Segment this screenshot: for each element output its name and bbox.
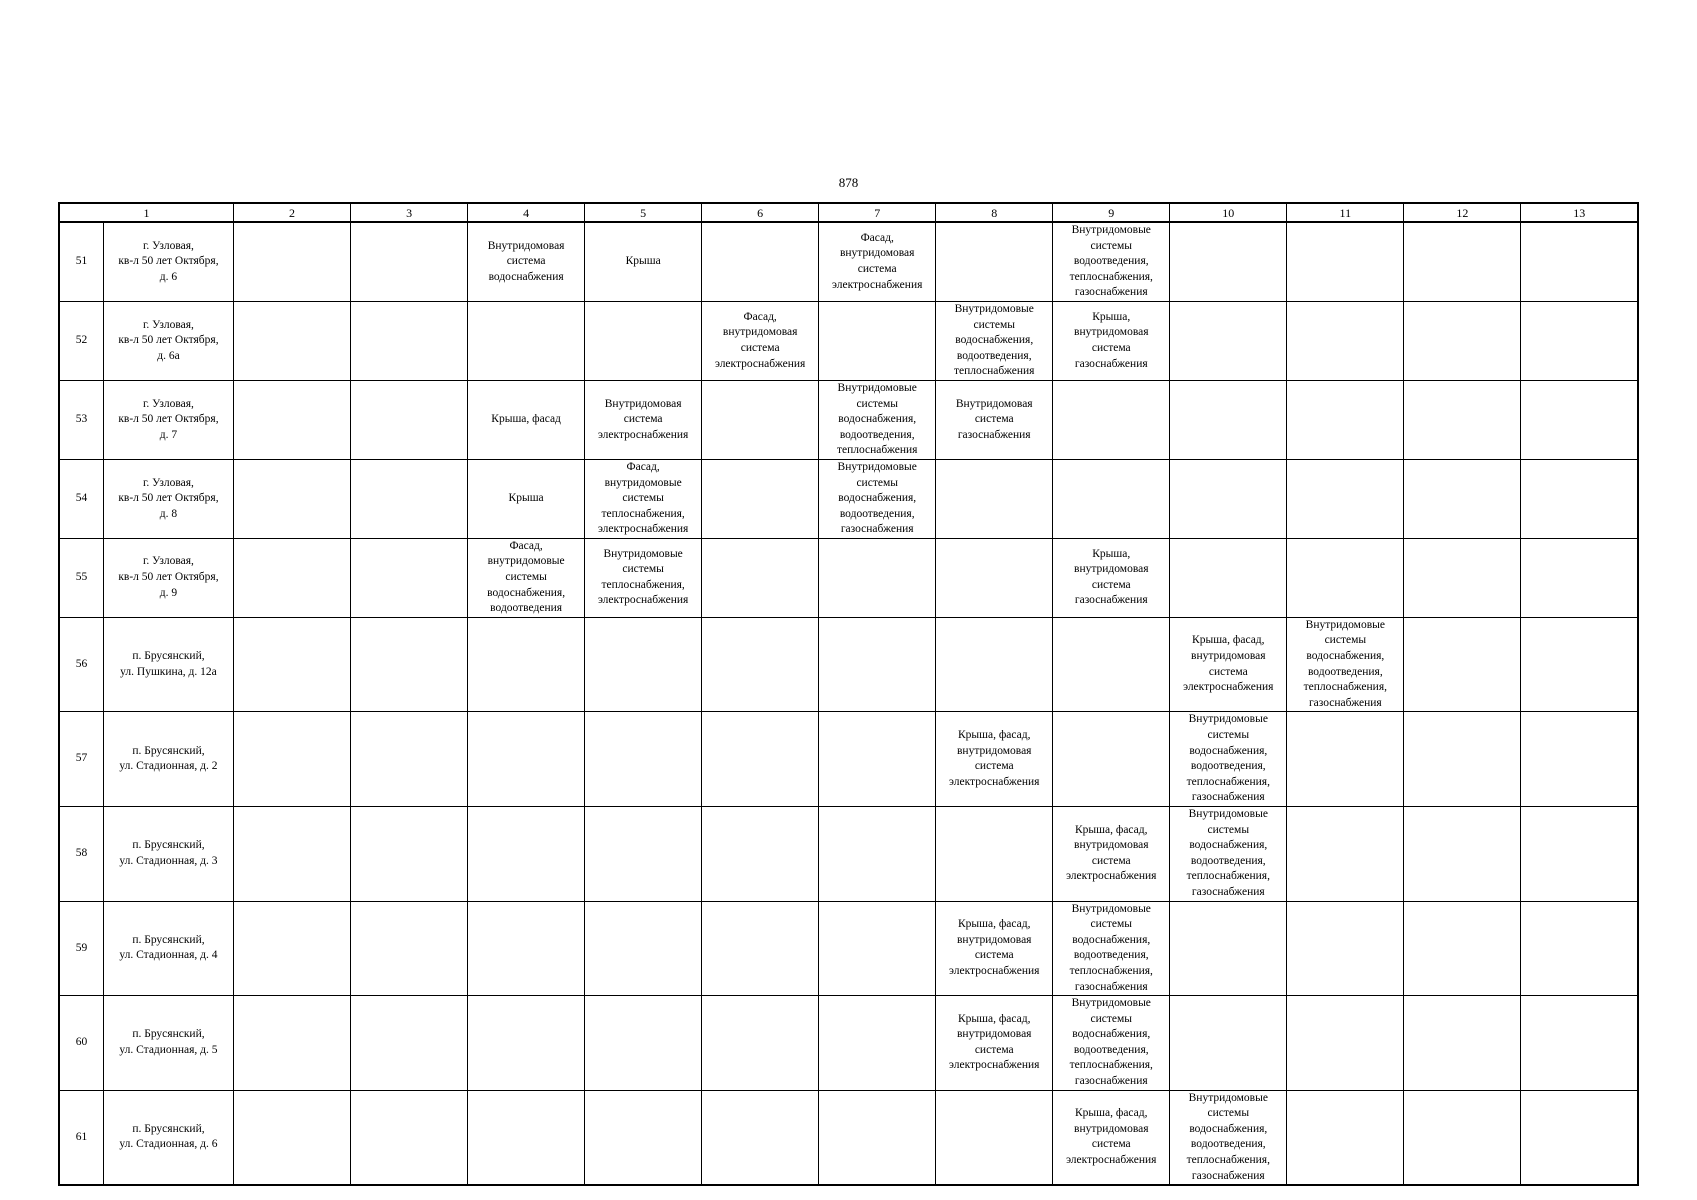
work-cell-col-12 (1404, 1090, 1521, 1185)
address-cell: г. Узловая, кв-л 50 лет Октября, д. 7 (103, 380, 233, 459)
row-number: 60 (59, 996, 103, 1091)
work-cell-col-7 (819, 1090, 936, 1185)
address-cell: п. Брусянский, ул. Стадионная, д. 4 (103, 901, 233, 996)
work-cell-col-3 (351, 380, 468, 459)
row-number: 53 (59, 380, 103, 459)
row-number: 55 (59, 538, 103, 617)
page-number: 878 (838, 175, 859, 190)
work-cell-col-2 (234, 222, 351, 301)
work-cell-col-8 (936, 806, 1053, 901)
work-cell-col-4 (468, 996, 585, 1091)
table-row (59, 712, 1638, 807)
work-cell-col-6 (702, 459, 819, 538)
work-cell-col-8 (936, 617, 1053, 712)
work-cell-col-12 (1404, 380, 1521, 459)
table-row (59, 459, 1638, 538)
work-cell-col-7 (819, 996, 936, 1091)
work-cell-col-10: Внутридомовые системы водоснабжения, водоотведения, теплоснабжения, газоснабжения (1170, 1090, 1287, 1185)
work-cell-col-10 (1170, 459, 1287, 538)
row-number: 51 (59, 222, 103, 301)
table-row (59, 538, 1638, 617)
work-cell-col-8: Внутридомовая система газоснабжения (936, 380, 1053, 459)
work-cell-col-10 (1170, 901, 1287, 996)
work-cell-col-4 (468, 1090, 585, 1185)
row-number: 56 (59, 617, 103, 712)
work-cell-col-13 (1521, 301, 1638, 380)
address-cell: п. Брусянский, ул. Стадионная, д. 5 (103, 996, 233, 1091)
work-cell-col-8: Крыша, фасад, внутридомовая система электроснабжения (936, 901, 1053, 996)
work-cell-col-13 (1521, 806, 1638, 901)
row-number: 57 (59, 712, 103, 807)
table-row (59, 901, 1638, 996)
work-cell-col-7 (819, 712, 936, 807)
work-cell-col-2 (234, 459, 351, 538)
work-cell-col-12 (1404, 538, 1521, 617)
work-cell-col-11 (1287, 459, 1404, 538)
work-cell-col-6 (702, 806, 819, 901)
work-cell-col-5: Фасад, внутридомовые системы теплоснабжения, электроснабжения (585, 459, 702, 538)
work-cell-col-6 (702, 712, 819, 807)
work-cell-col-6 (702, 538, 819, 617)
work-cell-col-5: Внутридомовая система электроснабжения (585, 380, 702, 459)
work-cell-col-11 (1287, 538, 1404, 617)
work-cell-col-3 (351, 538, 468, 617)
work-cell-col-3 (351, 806, 468, 901)
work-cell-col-13 (1521, 380, 1638, 459)
column-header: 6 (702, 203, 819, 222)
work-cell-col-3 (351, 617, 468, 712)
work-cell-col-4: Крыша (468, 459, 585, 538)
work-cell-col-5 (585, 806, 702, 901)
address-cell: г. Узловая, кв-л 50 лет Октября, д. 9 (103, 538, 233, 617)
work-cell-col-9: Внутридомовые системы водоснабжения, водоотведения, теплоснабжения, газоснабжения (1053, 996, 1170, 1091)
work-cell-col-9 (1053, 712, 1170, 807)
work-cell-col-9 (1053, 459, 1170, 538)
work-cell-col-10: Внутридомовые системы водоснабжения, водоотведения, теплоснабжения, газоснабжения (1170, 712, 1287, 807)
work-cell-col-3 (351, 901, 468, 996)
column-header: 7 (819, 203, 936, 222)
work-cell-col-6 (702, 996, 819, 1091)
table-row (59, 222, 1638, 301)
work-cell-col-7 (819, 617, 936, 712)
address-cell: г. Узловая, кв-л 50 лет Октября, д. 8 (103, 459, 233, 538)
work-cell-col-4: Крыша, фасад (468, 380, 585, 459)
row-number: 59 (59, 901, 103, 996)
column-header: 12 (1404, 203, 1521, 222)
work-cell-col-2 (234, 301, 351, 380)
work-cell-col-5 (585, 301, 702, 380)
work-cell-col-9 (1053, 380, 1170, 459)
column-header: 5 (585, 203, 702, 222)
work-cell-col-6: Фасад, внутридомовая система электроснабжения (702, 301, 819, 380)
work-cell-col-12 (1404, 617, 1521, 712)
work-cell-col-10 (1170, 538, 1287, 617)
work-cell-col-3 (351, 1090, 468, 1185)
work-cell-col-6 (702, 1090, 819, 1185)
work-cell-col-12 (1404, 459, 1521, 538)
address-cell: г. Узловая, кв-л 50 лет Октября, д. 6 (103, 222, 233, 301)
work-cell-col-2 (234, 996, 351, 1091)
column-header: 10 (1170, 203, 1287, 222)
work-cell-col-12 (1404, 222, 1521, 301)
address-cell: г. Узловая, кв-л 50 лет Октября, д. 6а (103, 301, 233, 380)
work-cell-col-4 (468, 301, 585, 380)
work-cell-col-7: Внутридомовые системы водоснабжения, водоотведения, теплоснабжения (819, 380, 936, 459)
row-number: 52 (59, 301, 103, 380)
work-cell-col-12 (1404, 996, 1521, 1091)
table-row (59, 380, 1638, 459)
work-cell-col-9: Крыша, фасад, внутридомовая система электроснабжения (1053, 806, 1170, 901)
work-cell-col-11: Внутридомовые системы водоснабжения, водоотведения, теплоснабжения, газоснабжения (1287, 617, 1404, 712)
table-row (59, 1090, 1638, 1185)
work-cell-col-11 (1287, 712, 1404, 807)
work-cell-col-2 (234, 380, 351, 459)
work-cell-col-5 (585, 712, 702, 807)
work-cell-col-12 (1404, 806, 1521, 901)
work-cell-col-8: Внутридомовые системы водоснабжения, водоотведения, теплоснабжения (936, 301, 1053, 380)
work-cell-col-2 (234, 538, 351, 617)
work-cell-col-7 (819, 538, 936, 617)
work-cell-col-7: Фасад, внутридомовая система электроснабжения (819, 222, 936, 301)
work-cell-col-5 (585, 901, 702, 996)
work-cell-col-5 (585, 996, 702, 1091)
work-cell-col-6 (702, 380, 819, 459)
work-cell-col-13 (1521, 1090, 1638, 1185)
work-cell-col-3 (351, 222, 468, 301)
work-cell-col-2 (234, 1090, 351, 1185)
column-header: 4 (468, 203, 585, 222)
work-cell-col-7 (819, 901, 936, 996)
work-cell-col-8 (936, 222, 1053, 301)
work-cell-col-2 (234, 712, 351, 807)
work-cell-col-13 (1521, 712, 1638, 807)
work-cell-col-12 (1404, 301, 1521, 380)
work-cell-col-6 (702, 222, 819, 301)
work-cell-col-11 (1287, 301, 1404, 380)
work-cell-col-13 (1521, 459, 1638, 538)
column-header: 8 (936, 203, 1053, 222)
column-number-header-row (59, 203, 1638, 222)
work-cell-col-3 (351, 996, 468, 1091)
work-cell-col-9: Внутридомовые системы водоотведения, теплоснабжения, газоснабжения (1053, 222, 1170, 301)
work-cell-col-8: Крыша, фасад, внутридомовая система электроснабжения (936, 712, 1053, 807)
work-cell-col-4 (468, 617, 585, 712)
work-cell-col-10 (1170, 301, 1287, 380)
address-cell: п. Брусянский, ул. Стадионная, д. 3 (103, 806, 233, 901)
column-header: 11 (1287, 203, 1404, 222)
column-header: 2 (234, 203, 351, 222)
work-cell-col-7 (819, 806, 936, 901)
work-cell-col-4 (468, 712, 585, 807)
work-cell-col-9: Крыша, фасад, внутридомовая система электроснабжения (1053, 1090, 1170, 1185)
column-header: 13 (1521, 203, 1638, 222)
work-cell-col-11 (1287, 222, 1404, 301)
work-cell-col-9: Крыша, внутридомовая система газоснабжения (1053, 538, 1170, 617)
work-cell-col-11 (1287, 806, 1404, 901)
work-cell-col-10: Крыша, фасад, внутридомовая система электроснабжения (1170, 617, 1287, 712)
work-cell-col-10 (1170, 222, 1287, 301)
work-cell-col-4 (468, 901, 585, 996)
work-cell-col-8: Крыша, фасад, внутридомовая система электроснабжения (936, 996, 1053, 1091)
work-cell-col-11 (1287, 1090, 1404, 1185)
work-cell-col-9: Внутридомовые системы водоснабжения, водоотведения, теплоснабжения, газоснабжения (1053, 901, 1170, 996)
work-cell-col-12 (1404, 712, 1521, 807)
address-cell: п. Брусянский, ул. Пушкина, д. 12а (103, 617, 233, 712)
table-row (59, 806, 1638, 901)
work-cell-col-4 (468, 806, 585, 901)
work-cell-col-2 (234, 806, 351, 901)
table-row (59, 301, 1638, 380)
work-cell-col-5: Внутридомовые системы теплоснабжения, электроснабжения (585, 538, 702, 617)
row-number: 54 (59, 459, 103, 538)
work-cell-col-10: Внутридомовые системы водоснабжения, водоотведения, теплоснабжения, газоснабжения (1170, 806, 1287, 901)
column-header: 1 (59, 203, 234, 222)
row-number: 61 (59, 1090, 103, 1185)
work-cell-col-2 (234, 901, 351, 996)
work-cell-col-8 (936, 1090, 1053, 1185)
work-cell-col-3 (351, 712, 468, 807)
work-cell-col-9 (1053, 617, 1170, 712)
work-cell-col-3 (351, 301, 468, 380)
work-cell-col-8 (936, 538, 1053, 617)
work-cell-col-7 (819, 301, 936, 380)
work-cell-col-12 (1404, 901, 1521, 996)
work-cell-col-5 (585, 617, 702, 712)
work-cell-col-2 (234, 617, 351, 712)
work-cell-col-13 (1521, 996, 1638, 1091)
work-cell-col-4: Фасад, внутридомовые системы водоснабжения, водоотведения (468, 538, 585, 617)
work-cell-col-10 (1170, 380, 1287, 459)
work-cell-col-9: Крыша, внутридомовая система газоснабжения (1053, 301, 1170, 380)
work-cell-col-13 (1521, 222, 1638, 301)
work-cell-col-5 (585, 1090, 702, 1185)
work-cell-col-6 (702, 901, 819, 996)
column-header: 9 (1053, 203, 1170, 222)
work-cell-col-11 (1287, 901, 1404, 996)
table-body (59, 222, 1638, 1185)
work-cell-col-11 (1287, 996, 1404, 1091)
column-header: 3 (351, 203, 468, 222)
work-cell-col-13 (1521, 538, 1638, 617)
table-row (59, 996, 1638, 1091)
work-cell-col-11 (1287, 380, 1404, 459)
work-cell-col-10 (1170, 996, 1287, 1091)
work-cell-col-5: Крыша (585, 222, 702, 301)
row-number: 58 (59, 806, 103, 901)
capital-repair-schedule-table (58, 202, 1639, 1186)
work-cell-col-4: Внутридомовая система водоснабжения (468, 222, 585, 301)
address-cell: п. Брусянский, ул. Стадионная, д. 2 (103, 712, 233, 807)
work-cell-col-6 (702, 617, 819, 712)
table-row (59, 617, 1638, 712)
work-cell-col-8 (936, 459, 1053, 538)
work-cell-col-13 (1521, 901, 1638, 996)
work-cell-col-3 (351, 459, 468, 538)
address-cell: п. Брусянский, ул. Стадионная, д. 6 (103, 1090, 233, 1185)
work-cell-col-13 (1521, 617, 1638, 712)
work-cell-col-7: Внутридомовые системы водоснабжения, водоотведения, газоснабжения (819, 459, 936, 538)
